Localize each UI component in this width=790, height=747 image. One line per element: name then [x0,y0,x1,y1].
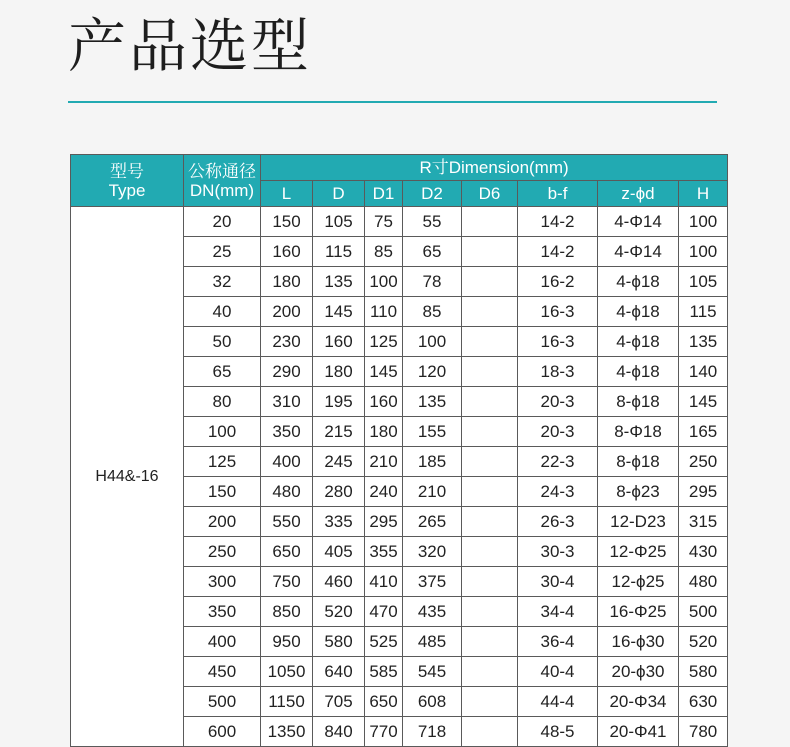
table-cell: 650 [261,537,313,567]
table-cell: 16-Φ25 [598,597,679,627]
table-cell: 100 [365,267,403,297]
table-cell: 8-ϕ23 [598,477,679,507]
table-cell: 65 [403,237,462,267]
table-cell: 195 [313,387,365,417]
table-cell: 160 [313,327,365,357]
table-cell: 1150 [261,687,313,717]
table-cell: 4-ϕ18 [598,297,679,327]
table-cell: 125 [184,447,261,477]
table-cell: 280 [313,477,365,507]
table-cell: 180 [313,357,365,387]
table-cell: 48-5 [518,717,598,747]
table-cell: 295 [365,507,403,537]
table-cell: 770 [365,717,403,747]
table-cell [462,657,518,687]
table-cell: 470 [365,597,403,627]
header-col-bf: b-f [518,181,598,207]
table-cell: 135 [313,267,365,297]
table-cell: 30-4 [518,567,598,597]
table-cell: 14-2 [518,207,598,237]
table-cell: 1350 [261,717,313,747]
header-col-zd: z-ϕd [598,181,679,207]
table-cell: 20 [184,207,261,237]
table-cell: 160 [365,387,403,417]
table-cell [462,537,518,567]
table-cell: 55 [403,207,462,237]
table-cell: 44-4 [518,687,598,717]
table-cell: 40 [184,297,261,327]
table-cell: 850 [261,597,313,627]
model-cell: H44&-16 [71,207,184,747]
table-cell: 650 [365,687,403,717]
header-col-h: H [679,181,728,207]
table-cell: 265 [403,507,462,537]
table-cell: 520 [679,627,728,657]
table-cell: 145 [313,297,365,327]
table-cell: 180 [365,417,403,447]
table-cell: 75 [365,207,403,237]
header-col-d2: D2 [403,181,462,207]
table-cell: 12-Φ25 [598,537,679,567]
header-dimension-group: R寸Dimension(mm) [261,155,728,181]
header-col-d: D [313,181,365,207]
table-cell: 110 [365,297,403,327]
table-cell: 350 [261,417,313,447]
table-cell: 480 [261,477,313,507]
table-cell: 105 [313,207,365,237]
table-cell: 40-4 [518,657,598,687]
table-cell: 24-3 [518,477,598,507]
table-cell: 50 [184,327,261,357]
table-cell: 100 [403,327,462,357]
table-cell [462,597,518,627]
table-cell: 16-3 [518,327,598,357]
table-cell [462,447,518,477]
header-col-d6: D6 [462,181,518,207]
table-cell [462,687,518,717]
table-cell: 155 [403,417,462,447]
table-cell: 300 [184,567,261,597]
table-cell: 600 [184,717,261,747]
table-cell [462,417,518,447]
header-nominal-diameter: 公称通径 DN(mm) [184,155,261,207]
table-cell [462,507,518,537]
table-cell: 34-4 [518,597,598,627]
table-cell: 310 [261,387,313,417]
table-cell: 480 [679,567,728,597]
table-cell: 65 [184,357,261,387]
table-cell: 950 [261,627,313,657]
table-cell: 135 [403,387,462,417]
table-cell: 405 [313,537,365,567]
table-cell: 80 [184,387,261,417]
table-cell: 608 [403,687,462,717]
table-cell: 150 [184,477,261,507]
table-cell: 16-ϕ30 [598,627,679,657]
table-cell: 750 [261,567,313,597]
title-divider [68,101,717,103]
table-cell: 115 [679,297,728,327]
table-cell: 120 [403,357,462,387]
table-cell: 580 [679,657,728,687]
table-cell: 135 [679,327,728,357]
table-cell: 4-ϕ18 [598,267,679,297]
table-cell: 8-Φ18 [598,417,679,447]
table-cell: 245 [313,447,365,477]
table-cell: 485 [403,627,462,657]
table-cell: 400 [184,627,261,657]
table-cell: 430 [679,537,728,567]
table-cell: 12-ϕ25 [598,567,679,597]
table-cell: 200 [261,297,313,327]
table-cell: 115 [313,237,365,267]
table-cell: 14-2 [518,237,598,267]
table-cell: 210 [403,477,462,507]
table-cell: 525 [365,627,403,657]
table-cell: 500 [679,597,728,627]
table-cell: 140 [679,357,728,387]
table-cell: 460 [313,567,365,597]
table-cell: 705 [313,687,365,717]
header-col-l: L [261,181,313,207]
table-cell: 36-4 [518,627,598,657]
table-cell: 20-3 [518,417,598,447]
table-cell: 150 [261,207,313,237]
table-cell: 200 [184,507,261,537]
table-cell: 32 [184,267,261,297]
table-cell: 145 [365,357,403,387]
table-cell: 4-ϕ18 [598,357,679,387]
table-cell: 375 [403,567,462,597]
table-cell: 290 [261,357,313,387]
table-cell: 215 [313,417,365,447]
table-body [71,207,728,747]
table-cell: 350 [184,597,261,627]
table-cell: 78 [403,267,462,297]
table-cell: 100 [679,207,728,237]
table-cell: 4-Φ14 [598,237,679,267]
table-cell: 85 [403,297,462,327]
table-cell [462,207,518,237]
table-cell [462,387,518,417]
table-cell [462,267,518,297]
table-cell: 18-3 [518,357,598,387]
table-cell: 545 [403,657,462,687]
table-cell: 250 [679,447,728,477]
table-cell: 840 [313,717,365,747]
table-cell: 335 [313,507,365,537]
table-cell: 12-D23 [598,507,679,537]
table-cell: 585 [365,657,403,687]
table-cell: 125 [365,327,403,357]
table-cell [462,477,518,507]
table-cell: 4-Φ14 [598,207,679,237]
table-cell: 16-2 [518,267,598,297]
table-cell: 145 [679,387,728,417]
table-cell: 22-3 [518,447,598,477]
table-cell [462,627,518,657]
table-row [71,207,728,237]
table-cell: 16-3 [518,297,598,327]
page-title: 产品选型 [68,12,313,80]
table-cell: 435 [403,597,462,627]
table-cell: 240 [365,477,403,507]
table-cell: 315 [679,507,728,537]
table-cell: 520 [313,597,365,627]
table-cell [462,327,518,357]
table-cell: 640 [313,657,365,687]
table-cell: 165 [679,417,728,447]
table-cell: 100 [679,237,728,267]
table-cell: 185 [403,447,462,477]
table-cell: 295 [679,477,728,507]
table-cell [462,567,518,597]
table-cell: 100 [184,417,261,447]
table-cell [462,717,518,747]
table-cell: 355 [365,537,403,567]
table-cell: 400 [261,447,313,477]
table-cell: 410 [365,567,403,597]
table-cell: 85 [365,237,403,267]
product-selection-table [70,154,728,747]
header-col-d1: D1 [365,181,403,207]
table-cell: 718 [403,717,462,747]
table-cell: 1050 [261,657,313,687]
table-cell: 630 [679,687,728,717]
table-cell: 20-Φ34 [598,687,679,717]
table-cell: 250 [184,537,261,567]
table-cell: 4-ϕ18 [598,327,679,357]
table-cell: 780 [679,717,728,747]
table-cell: 210 [365,447,403,477]
table-cell [462,357,518,387]
table-cell: 160 [261,237,313,267]
table-cell: 230 [261,327,313,357]
table-cell: 20-Φ41 [598,717,679,747]
table-cell: 105 [679,267,728,297]
table-cell [462,237,518,267]
table-cell: 580 [313,627,365,657]
table-cell: 450 [184,657,261,687]
table-cell: 320 [403,537,462,567]
header-model: 型号 Type [71,155,184,207]
table-cell: 25 [184,237,261,267]
table-cell [462,297,518,327]
table-cell: 8-ϕ18 [598,447,679,477]
table-cell: 20-3 [518,387,598,417]
table-cell: 30-3 [518,537,598,567]
table-cell: 20-ϕ30 [598,657,679,687]
table-cell: 550 [261,507,313,537]
table-cell: 8-ϕ18 [598,387,679,417]
table-cell: 500 [184,687,261,717]
table-cell: 180 [261,267,313,297]
table-cell: 26-3 [518,507,598,537]
